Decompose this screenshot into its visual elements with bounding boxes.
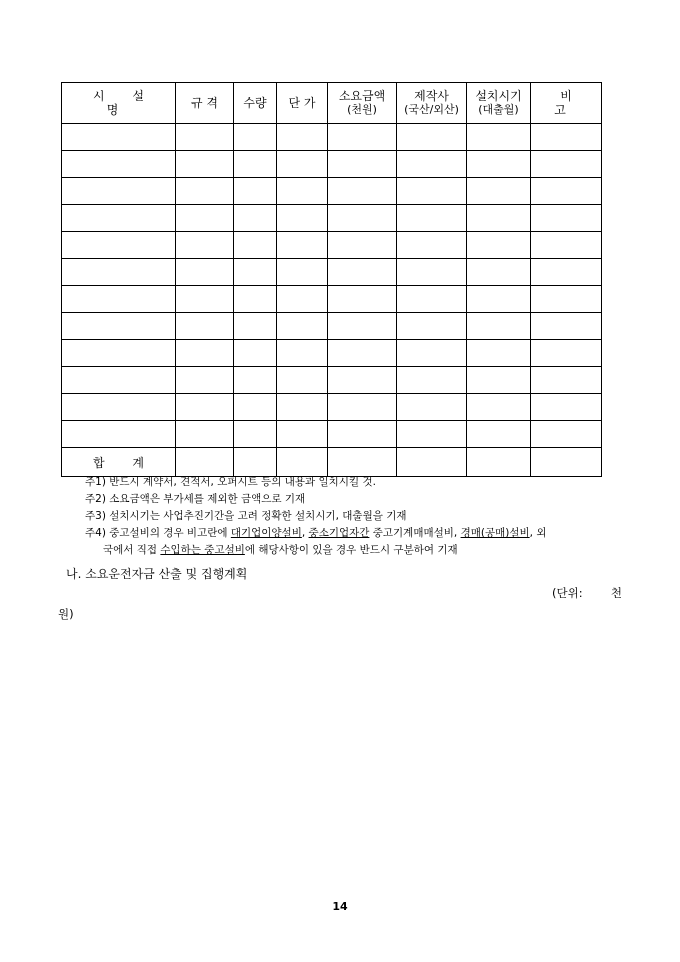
table-cell: [328, 367, 397, 394]
table-cell: [467, 313, 531, 340]
table-cell: [62, 259, 176, 286]
table-cell: [62, 367, 176, 394]
table-cell: [531, 421, 602, 448]
unit-label-wrap: 원): [58, 607, 74, 621]
table-cell: [176, 286, 234, 313]
unit-label: [552, 585, 622, 601]
total-cell: [234, 448, 277, 477]
table-row: [62, 151, 602, 178]
table-cell: [467, 367, 531, 394]
table-cell: [328, 340, 397, 367]
page-number: 14: [332, 900, 348, 913]
table-cell: [531, 286, 602, 313]
table-cell: [234, 151, 277, 178]
table-cell: [467, 124, 531, 151]
table-cell: [176, 124, 234, 151]
table-cell: [531, 259, 602, 286]
table-cell: [397, 286, 467, 313]
table-cell: [176, 178, 234, 205]
table-cell: [328, 313, 397, 340]
table-cell: [234, 259, 277, 286]
table-cell: [328, 286, 397, 313]
table-cell: [328, 259, 397, 286]
table-row: [62, 421, 602, 448]
table-cell: [531, 367, 602, 394]
table-cell: [397, 178, 467, 205]
table-cell: [234, 421, 277, 448]
table-cell: [397, 367, 467, 394]
notes-section: [85, 474, 625, 559]
table-cell: [397, 124, 467, 151]
table-cell: [467, 340, 531, 367]
table-cell: [234, 124, 277, 151]
note-4-text: 주4) 중고설비의 경우 비고란에: [85, 527, 231, 539]
table-cell: [277, 178, 328, 205]
table-cell: [397, 205, 467, 232]
table-row: [62, 286, 602, 313]
table-cell: [176, 151, 234, 178]
table-cell: [467, 286, 531, 313]
note-4-text: , 외: [529, 527, 547, 539]
table-cell: [234, 394, 277, 421]
note-4-underlined: 대기업이양설비: [230, 527, 302, 539]
table-cell: [234, 340, 277, 367]
table-cell: [531, 124, 602, 151]
table-cell: [277, 421, 328, 448]
table-cell: [328, 205, 397, 232]
table-cell: [531, 178, 602, 205]
table-body: [62, 124, 602, 477]
table-cell: [397, 421, 467, 448]
table-cell: [277, 313, 328, 340]
table-cell: [62, 394, 176, 421]
table-cell: [176, 313, 234, 340]
table-cell: [234, 367, 277, 394]
table-cell: [328, 178, 397, 205]
table-cell: [277, 259, 328, 286]
header-facility-name: 시 설 명: [62, 83, 176, 124]
header-required-amount: 소요금액 (천원): [328, 83, 397, 124]
table-cell: [467, 205, 531, 232]
total-cell: [397, 448, 467, 477]
table-cell: [234, 232, 277, 259]
table-cell: [62, 286, 176, 313]
table-cell: [176, 367, 234, 394]
table-cell: [176, 259, 234, 286]
table-cell: [234, 178, 277, 205]
table-cell: [176, 421, 234, 448]
table-row: [62, 205, 602, 232]
table-cell: [328, 151, 397, 178]
table-cell: [62, 421, 176, 448]
table-cell: [397, 340, 467, 367]
total-cell: [277, 448, 328, 477]
table-cell: [277, 340, 328, 367]
note-4-text: ,: [301, 527, 309, 539]
table-cell: [176, 232, 234, 259]
table-cell: [277, 232, 328, 259]
table-row: [62, 313, 602, 340]
table-row: [62, 178, 602, 205]
table-cell: [467, 394, 531, 421]
table-cell: [62, 124, 176, 151]
note-4-underlined: 수입하는 중고설비: [160, 544, 245, 556]
table-cell: [328, 124, 397, 151]
table-cell: [328, 421, 397, 448]
total-cell: [328, 448, 397, 477]
table-cell: [277, 151, 328, 178]
table-cell: [531, 313, 602, 340]
table-cell: [531, 232, 602, 259]
note-1: 주1) 반드시 계약서, 견적서, 오퍼시트 등의 내용과 일치시킬 것.: [85, 476, 376, 488]
table-cell: [467, 259, 531, 286]
section-title: 나. 소요운전자금 산출 및 집행계획: [66, 567, 248, 581]
table-cell: [531, 205, 602, 232]
table-cell: [277, 124, 328, 151]
header-spec: 규 격: [176, 83, 234, 124]
table-cell: [467, 232, 531, 259]
table-cell: [176, 340, 234, 367]
header-install-time: 설치시기 (대출월): [467, 83, 531, 124]
table-cell: [234, 286, 277, 313]
table-cell: [467, 151, 531, 178]
table-cell: [277, 367, 328, 394]
table-cell: [397, 232, 467, 259]
unit-label-text: 천: [610, 586, 622, 600]
note-4-underlined: 경매(공매)설비: [460, 527, 530, 539]
table-cell: [328, 232, 397, 259]
table-cell: [531, 340, 602, 367]
table-cell: [467, 421, 531, 448]
header-quantity: 수량: [234, 83, 277, 124]
table-row: [62, 259, 602, 286]
table-cell: [277, 394, 328, 421]
note-4-text: 국에서 직접: [103, 544, 161, 556]
table-cell: [62, 205, 176, 232]
table-cell: [531, 151, 602, 178]
note-4-underlined: 중소기업자간: [308, 527, 370, 539]
total-row: [62, 448, 602, 477]
table-cell: [467, 178, 531, 205]
table-cell: [176, 205, 234, 232]
table-cell: [62, 178, 176, 205]
table-row: [62, 367, 602, 394]
table-cell: [397, 394, 467, 421]
total-cell: [531, 448, 602, 477]
header-manufacturer: 제작사 (국산/외산): [397, 83, 467, 124]
table-cell: [397, 259, 467, 286]
table-cell: [234, 313, 277, 340]
table-row: [62, 394, 602, 421]
table-cell: [277, 205, 328, 232]
note-4-text: 에 해당사항이 있을 경우 반드시 구분하여 기재: [244, 544, 458, 556]
table-cell: [62, 232, 176, 259]
table-cell: [62, 313, 176, 340]
table-cell: [531, 394, 602, 421]
table-cell: [397, 151, 467, 178]
total-cell: [467, 448, 531, 477]
table-cell: [62, 340, 176, 367]
table-row: [62, 232, 602, 259]
table-cell: [234, 205, 277, 232]
note-4-text: 중고기계매매설비,: [369, 527, 461, 539]
note-4-continued: [85, 542, 625, 559]
table-row: [62, 124, 602, 151]
table-cell: [62, 151, 176, 178]
table-cell: [277, 286, 328, 313]
table-header-row: [62, 83, 602, 124]
note-3: 주3) 설치시기는 사업추진기간을 고려 정확한 설치시기, 대출월을 기재: [85, 510, 407, 522]
total-cell: [176, 448, 234, 477]
total-label-cell: 합 계: [62, 448, 176, 477]
note-2: 주2) 소요금액은 부가세를 제외한 금액으로 기재: [85, 493, 306, 505]
table-cell: [328, 394, 397, 421]
header-remarks: 비 고: [531, 83, 602, 124]
unit-label-text: (단위:: [552, 586, 583, 600]
table-cell: [176, 394, 234, 421]
table-cell: [397, 313, 467, 340]
table-row: [62, 340, 602, 367]
facility-table: [61, 82, 602, 477]
header-unit-price: 단 가: [277, 83, 328, 124]
note-4: [85, 525, 625, 542]
